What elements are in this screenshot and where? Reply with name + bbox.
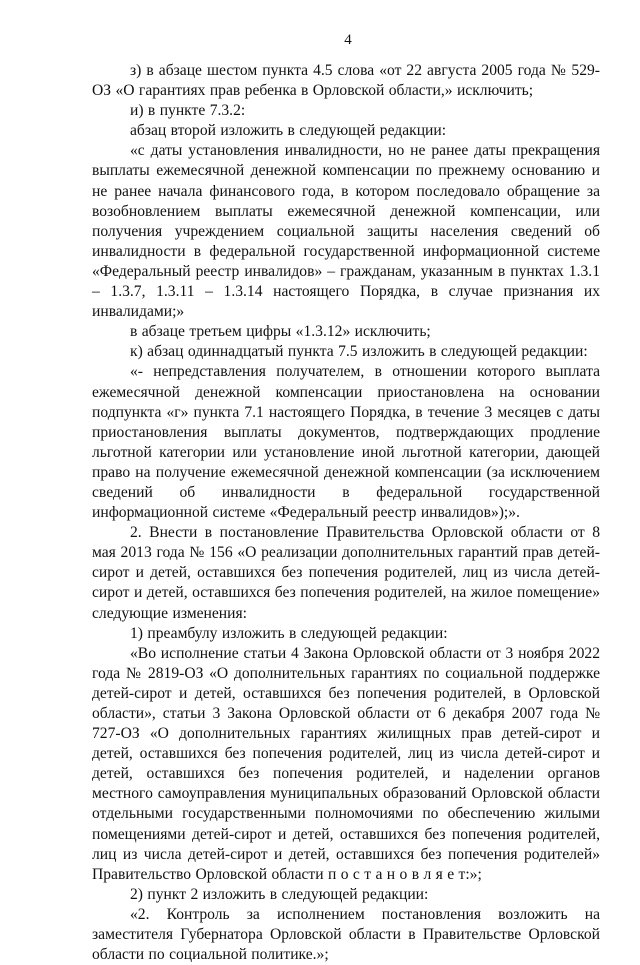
paragraph-third-abzac: в абзаце третьем цифры «1.3.12» исключить; — [130, 323, 431, 341]
paragraph-quote-preamble: «Во исполнение статьи 4 Закона Орловской области от 3 ноября 2022 года № 2819-ОЗ «О дополнительных гарантиях по социальной поддержке детей-сирот и детей, оставшихся без попечения родителей, в Орловской области», статьи 3 Закона Орловской области от 6 декабря 2007 года № 727-ОЗ «О дополнительных гарантиях жилищных прав детей-сирот и детей, оставшихся без попечения родителей, лиц из числа детей-сирот и детей, оставшихся без попечения родителей, и наделении органов местного самоуправления муниципальных образований Орловской области отдельными государственными полномочиями по обеспечению жилыми помещениями детей-сирот и детей, оставшихся без попечения родителей, лиц из числа детей-сирот и детей, оставшихся без попечения родителей» Правительство Орловской области п о с т а н о в л я е т:»; — [92, 644, 600, 883]
paragraph-quote-control: «2. Контроль за исполнением постановления возложить на заместителя Губернатора Орловской области в Правительстве Орловской области по социальной политике.»; — [92, 905, 600, 964]
paragraph-second-abzac: абзац второй изложить в следующей редакции: — [130, 122, 447, 140]
paragraph-quote-invalidity: «с даты установления инвалидности, но не ранее даты прекращения выплаты ежемесячной денежной компенсации по прежнему основанию и не ранее начала финансового года, в котором последовало обращение за возобновлением выплаты ежемесячной денежной компенсации, или получения учреждением социальной защиты населения сведений об инвалидности в федеральной государственной информационной системе «Федеральный реестр инвалидов» – гражданам, указанным в пунктах 1.3.1 – 1.3.7, 1.3.11 – 1.3.14 настоящего Порядка, в случае признания их инвалидами;» — [92, 142, 600, 321]
paragraph-item-2: 2. Внести в постановление Правительства Орловской области от 8 мая 2013 года № 156 «О реализации дополнительных гарантий прав детей-сирот и детей, оставшихся без попечения родителей, лиц из числа детей-сирот и детей, оставшихся без попечения родителей, на жилое помещение» следующие изменения: — [92, 524, 600, 622]
paragraph-i: и) в пункте 7.3.2: — [130, 102, 246, 120]
paragraph-quote-nonsubmission: «- непредставления получателем, в отношении которого выплата ежемесячной денежной компенсации приостановлена на основании подпункта «г» пункта 7.1 настоящего Порядка, в течение 3 месяцев с даты приостановления выплаты документов, подтверждающих продление льготной категории или установление иной льготной категории, дающей право на получение ежемесячной денежной компенсации (за исключением сведений об инвалидности в федеральной государственной информационной системе «Федеральный реестр инвалидов»);». — [92, 363, 600, 522]
document-page — [92, 30, 600, 965]
paragraph-z: з) в абзаце шестом пункта 4.5 слова «от 22 августа 2005 года № 529-ОЗ «О гарантиях прав ребенка в Орловской области,» исключить; — [92, 62, 600, 100]
paragraph-point-2: 2) пункт 2 изложить в следующей редакции: — [130, 885, 429, 903]
page-number: 4 — [344, 32, 352, 48]
paragraph-k: к) абзац одиннадцатый пункта 7.5 изложить в следующей редакции: — [130, 343, 588, 361]
paragraph-preamble: 1) преамбулу изложить в следующей редакции: — [130, 624, 448, 642]
